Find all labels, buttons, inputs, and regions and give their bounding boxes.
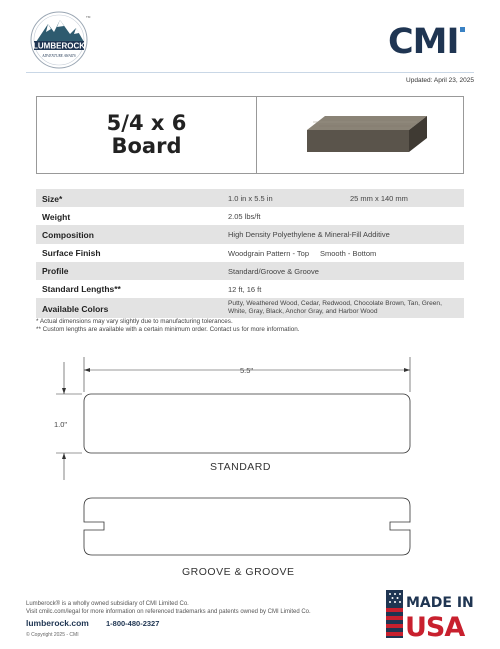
spec-value: 1.0 in x 5.5 in <box>228 194 273 203</box>
groove-profile-label: GROOVE & GROOVE <box>182 566 295 578</box>
height-dimension-label: 1.0" <box>54 420 68 429</box>
spec-label: Weight <box>42 211 71 222</box>
spec-label: Surface Finish <box>42 248 101 259</box>
footnote-1: * Actual dimensions may vary slightly due to manufacturing tolerances. <box>36 318 233 325</box>
spec-label: Standard Lengths** <box>42 284 121 295</box>
spec-row-standard-lengths <box>36 280 464 298</box>
groove-profile-shape <box>84 498 410 555</box>
product-title-line2: Board <box>111 134 182 158</box>
footer-legal <box>26 600 311 616</box>
spec-row-surface-finish <box>36 244 464 262</box>
product-title-line1: 5/4 x 6 <box>106 111 187 135</box>
footer-legal-line2: Visit cmilc.com/legal for more information on referenced trademarks and patents owned by CMI Limited Co. <box>26 609 311 615</box>
spec-value: High Density Polyethylene & Mineral-Fill Additive <box>228 230 390 240</box>
svg-text:TM: TM <box>86 15 91 19</box>
spec-label: Available Colors <box>42 303 109 314</box>
product-title <box>37 97 257 173</box>
cmi-logo <box>388 24 470 56</box>
footer-copyright: © Copyright 2025 - CMI <box>26 632 79 638</box>
spec-value: 2.05 lbs/ft <box>228 212 261 222</box>
spec-value: Putty, Weathered Wood, Cedar, Redwood, Chocolate Brown, Tan, Green, White, Gray, Black, Anchor Gray, and Harbor Wood <box>228 300 442 315</box>
spec-label: Size* <box>42 193 63 204</box>
standard-profile-shape <box>84 394 410 453</box>
spec-label: Profile <box>42 266 69 277</box>
lumberock-logo-text: LUMBEROCK <box>33 41 85 51</box>
spec-value: Woodgrain Pattern - Top <box>228 248 310 258</box>
spec-row-available-colors <box>36 298 464 318</box>
spec-value: 12 ft, 16 ft <box>228 284 262 294</box>
spec-table <box>36 189 464 318</box>
updated-date: Updated: April 23, 2025 <box>406 77 474 84</box>
spec-row-size <box>36 189 464 207</box>
lumberock-tagline: ADVENTURE AWAITS <box>42 54 76 58</box>
product-image-panel <box>257 97 463 173</box>
spec-row-profile <box>36 262 464 280</box>
footer-website-link[interactable]: lumberock.com <box>26 618 89 628</box>
badge-usa: USA <box>405 612 465 638</box>
spec-row-weight <box>36 207 464 225</box>
spec-value: Smooth - Bottom <box>320 248 377 258</box>
spec-row-composition <box>36 225 464 243</box>
header-divider <box>26 72 474 73</box>
width-dimension-label: 5.5" <box>240 366 254 375</box>
footer-phone: 1-800-480-2327 <box>106 619 160 628</box>
board-image <box>299 110 431 160</box>
spec-label: Composition <box>42 229 94 240</box>
footnote-2: ** Custom lengths are available with a certain minimum order. Contact us for more information. <box>36 325 300 333</box>
spec-value: Standard/Groove & Groove <box>228 266 319 276</box>
badge-made-in: MADE IN <box>406 595 474 611</box>
standard-profile-label: STANDARD <box>210 461 271 473</box>
title-box <box>36 96 464 174</box>
made-in-usa-badge <box>386 590 474 638</box>
footer-legal-line1: Lumberock® is a wholly owned subsidiary of CMI Limited Co. <box>26 601 189 607</box>
footnotes <box>36 318 300 333</box>
spec-value: 25 mm x 140 mm <box>350 194 408 203</box>
cmi-logo-text: CMI <box>388 24 459 56</box>
lumberock-logo <box>26 10 92 70</box>
